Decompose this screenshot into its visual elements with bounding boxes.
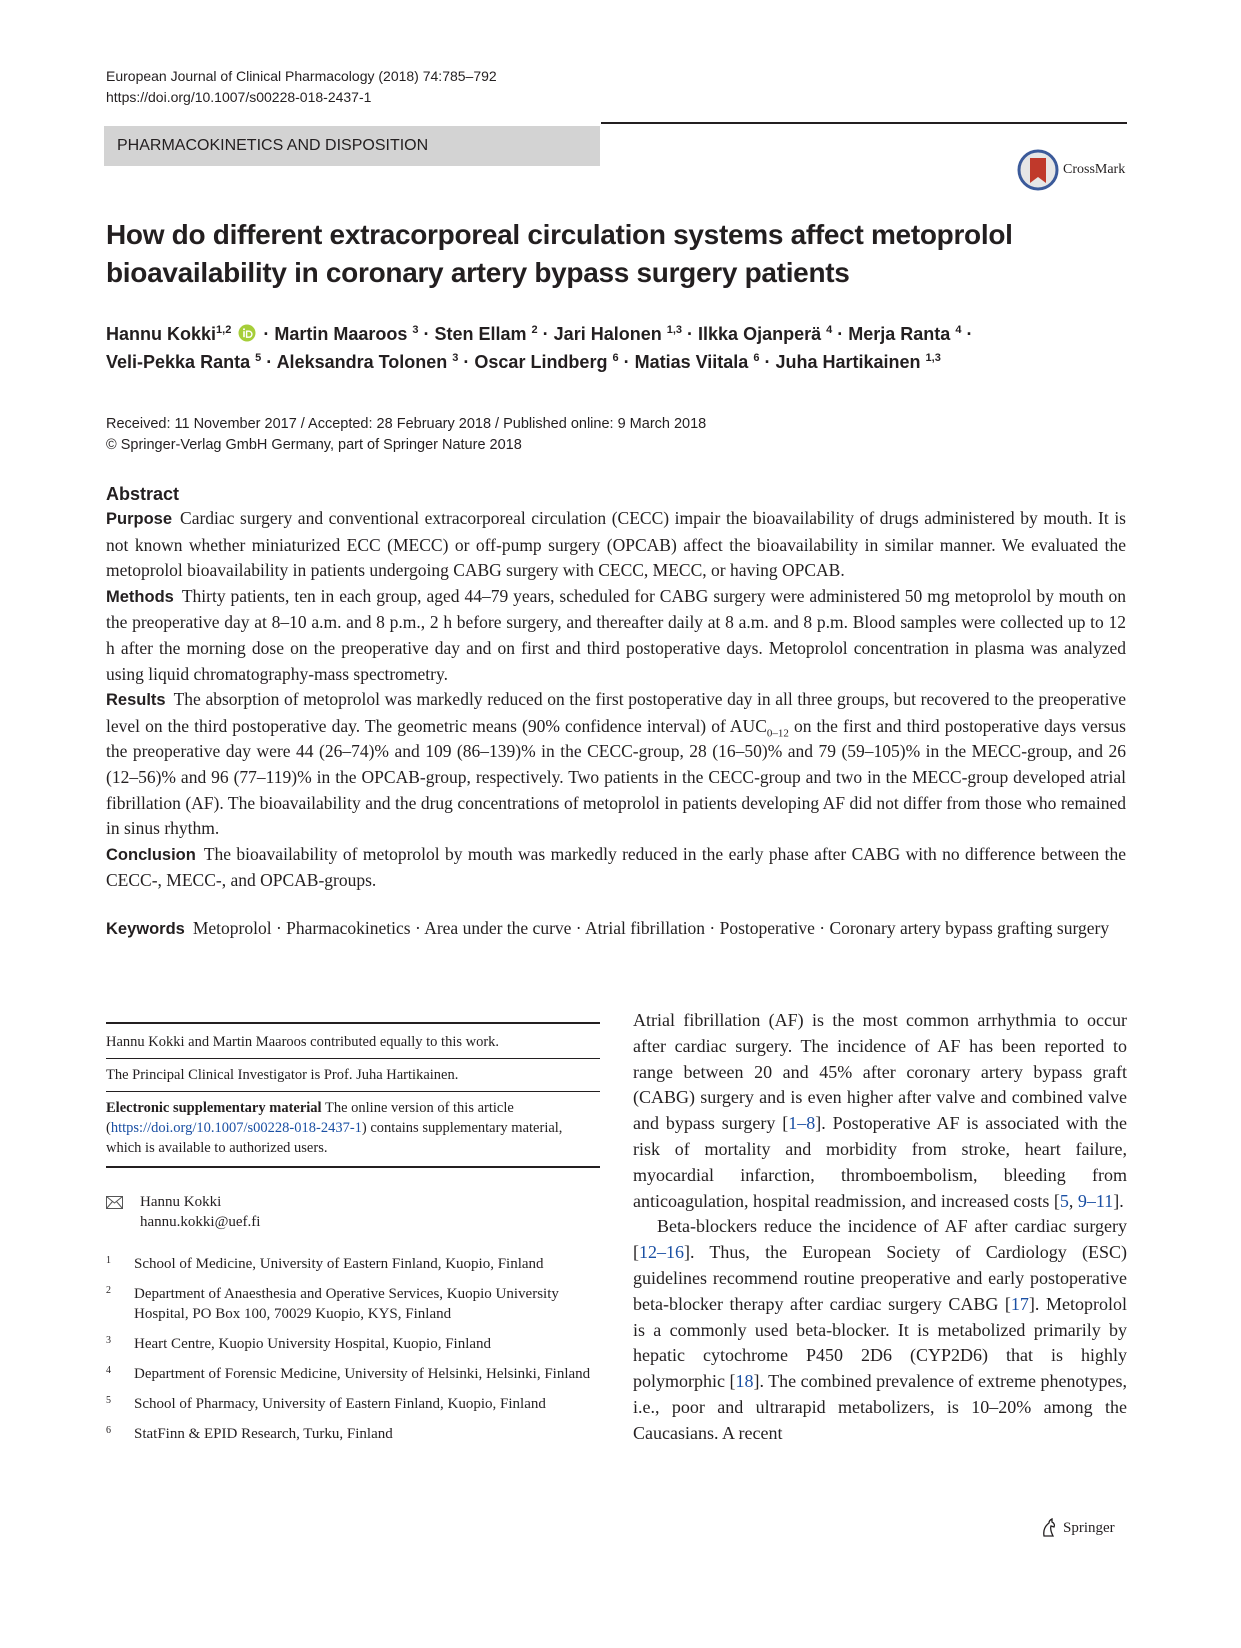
dates-line: Received: 11 November 2017 / Accepted: 28 February 2018 / Published online: 9 March 2018	[106, 416, 707, 432]
abstract-results: Results The absorption of metoprolol was markedly reduced on the first postoperative day in all three groups, but recovered to the preoperative level on the third postoperative day. The geometric means (90% confidence interval) of $AUC_{0-12}$ on the first and third postoperative days versus the preoperative day were 44 (26–74)% and 109 (86–139)% in the CECC-group, 28 (16–50)% and 79 (59–105)% in the MECC-group, and 26 (12–56)% and 96 (77–119)% in the OPCAB-group, respectively. Two patients in the CECC-group and two in the MECC-group developed atrial fibrillation (AF). The bioavailability and the drug concentrations of metoprolol in patients developing AF did not differ from those who remained in sinus rhythm.	[106, 689, 1126, 839]
body-paragraph: Beta-blockers reduce the incidence of AF after cardiac surgery [12–16]. Thus, the European Society of Cardiology (ESC) guidelines recommend routine preoperative and early postoperative beta-blocker therapy after cardiac surgery CABG [17]. Metoprolol is a commonly used beta-blocker. It is metabolized primarily by hepatic cytochrome P450 2D6 (CYP2D6) that is highly polymorphic [18]. The combined prevalence of extreme phenotypes, i.e., poor and ultrarapid metabolizers, is 10–20% among the Caucasians. A recent	[633, 1216, 1128, 1443]
journal-citation: European Journal of Clinical Pharmacology (2018) 74:785–792	[106, 68, 497, 84]
body-column	[633, 1008, 1127, 1447]
investigator-note: The Principal Clinical Investigator is Prof. Juha Hartikainen.	[106, 1058, 600, 1091]
body-paragraph: Atrial fibrillation (AF) is the most common arrhythmia to occur after cardiac surgery. The incidence of AF has been reported to range between 20 and 45% after coronary artery bypass graft (CABG) surgery and is even higher after valve and combined valve and bypass surgery [1–8]. Postoperative AF is associated with the risk of mortality and morbidity from stroke, heart failure, myocardial infarction, thromboembolism, bleeding from anticoagulation, hospital readmission, and increased costs [5, 9–11].	[633, 1010, 1127, 1211]
author[interactable]: Matias Viitala $^6$	[634, 352, 760, 372]
author[interactable]: Jari Halonen $^{1,3}$	[553, 324, 683, 344]
affiliation-item: 1 School of Medicine, University of Eastern Finland, Kuopio, Finland	[106, 1255, 544, 1272]
header-rule	[601, 122, 1127, 124]
citation-link[interactable]: 1–8	[788, 1113, 816, 1134]
contact-email[interactable]: hannu.kokki@uef.fi	[140, 1214, 261, 1230]
abstract-heading: Abstract	[106, 484, 180, 504]
corresponding-author	[106, 1192, 600, 1232]
abstract-methods: Methods Thirty patients, ten in each group, aged 44–79 years, scheduled for CABG surgery were administered 50 mg metoprolol by mouth on the preoperative day at 8–10 a.m. and 8 p.m., 2 h before surgery, and thereafter daily at 8 a.m. and 8 p.m. Blood samples were collected up to 12 h after the morning dose on the preoperative day and on first and third postoperative days. Metoprolol concentration in plasma was analyzed using liquid chromatography-mass spectrometry.	[106, 585, 1126, 684]
citation-link[interactable]: 18	[735, 1371, 754, 1392]
author[interactable]: Veli-Pekka Ranta $^5$	[106, 352, 262, 372]
author[interactable]: Juha Hartikainen $^{1,3}$	[775, 352, 941, 372]
affiliation-item: 2 Department of Anaesthesia and Operative Services, Kuopio University Hospital, PO Box 100, 70029 Kuopio, KYS, Finland	[106, 1285, 559, 1322]
equal-contribution-note: Hannu Kokki and Martin Maaroos contributed equally to this work.	[106, 1022, 600, 1058]
footnotes-column	[106, 1022, 600, 1454]
doi-line[interactable]: https://doi.org/10.1007/s00228-018-2437-1	[106, 89, 372, 105]
copyright-line: © Springer-Verlag GmbH Germany, part of Springer Nature 2018	[106, 437, 522, 453]
author-list: Hannu Kokki$^{1,2}$ · Martin Maaroos $^3$ · Sten Ellam $^2$ · Jari Halonen $^{1,3}$ · Ilkka Ojanperä $^4$ · Merja Ranta $^4$ · Veli-Pekka Ranta $^5$ · Aleksandra Tolonen $^3$ · Oscar Lindberg $^6$ · Matias Viitala $^6$ · Juha Hartikainen $^{1,3}$	[106, 324, 973, 372]
keywords: Keywords Metoprolol · Pharmacokinetics · Area under the curve · Atrial fibrillation · Postoperative · Coronary artery bypass grafting surgery	[106, 917, 1110, 938]
envelope-icon	[106, 1192, 140, 1232]
supplementary-note: Electronic supplementary material The online version of this article (https://doi.org/10.1007/s00228-018-2437-1) contains supplementary material, which is available to authorized users.	[106, 1091, 600, 1168]
abstract-purpose: Purpose Cardiac surgery and conventional extracorporeal circulation (CECC) impair the bioavailability of drugs administered by mouth. It is not known whether miniaturized ECC (MECC) or off-pump surgery (OPCAB) affect the bioavailability in similar manner. We evaluated the metoprolol bioavailability in patients undergoing CABG surgery with CECC, MECC, or having OPCAB.	[106, 508, 1126, 581]
author[interactable]: Sten Ellam $^2$	[434, 324, 538, 344]
affiliation-item: 3 Heart Centre, Kuopio University Hospital, Kuopio, Finland	[106, 1335, 492, 1352]
author[interactable]: Hannu Kokki$^{1,2}$	[106, 324, 232, 344]
publication-dates	[106, 414, 706, 456]
affiliations	[106, 1254, 600, 1444]
author[interactable]: Oscar Lindberg $^6$	[474, 352, 619, 372]
publisher-name: Springer	[1063, 1519, 1115, 1536]
author[interactable]: Ilkka Ojanperä $^4$	[698, 324, 833, 344]
crossmark-icon	[1017, 149, 1059, 191]
crossmark-label: CrossMark	[1063, 162, 1126, 177]
springer-horse-icon	[1040, 1518, 1058, 1538]
crossmark-link[interactable]	[1017, 149, 1125, 191]
citation-link[interactable]: 5	[1059, 1190, 1069, 1211]
abstract	[106, 482, 1126, 943]
citation-link[interactable]: 17	[1010, 1293, 1029, 1314]
journal-header	[106, 66, 497, 108]
author[interactable]: Merja Ranta $^4$	[848, 324, 962, 344]
abstract-conclusion: Conclusion The bioavailability of metoprolol by mouth was markedly reduced in the early phase after CABG with no difference between the CECC-, MECC-, and OPCAB-groups.	[106, 843, 1126, 891]
contact-name: Hannu Kokki	[140, 1194, 222, 1210]
supplementary-link[interactable]: https://doi.org/10.1007/s00228-018-2437-1	[110, 1120, 362, 1136]
author[interactable]: Aleksandra Tolonen $^3$	[276, 352, 459, 372]
publisher-logo	[1040, 1518, 1115, 1538]
affiliation-item: 6 StatFinn & EPID Research, Turku, Finland	[106, 1425, 393, 1442]
article-title: How do different extracorporeal circulation systems affect metoprolol bioavailability in coronary artery bypass surgery patients	[106, 219, 1013, 288]
citation-link[interactable]: 12–16	[639, 1242, 684, 1263]
section-label: PHARMACOKINETICS AND DISPOSITION	[104, 126, 600, 166]
author[interactable]: Martin Maaroos $^3$	[274, 324, 419, 344]
citation-link[interactable]: 9–11	[1077, 1190, 1114, 1211]
orcid-icon[interactable]	[238, 324, 256, 342]
affiliation-item: 4 Department of Forensic Medicine, University of Helsinki, Helsinki, Finland	[106, 1365, 591, 1382]
affiliation-item: 5 School of Pharmacy, University of Eastern Finland, Kuopio, Finland	[106, 1395, 546, 1412]
